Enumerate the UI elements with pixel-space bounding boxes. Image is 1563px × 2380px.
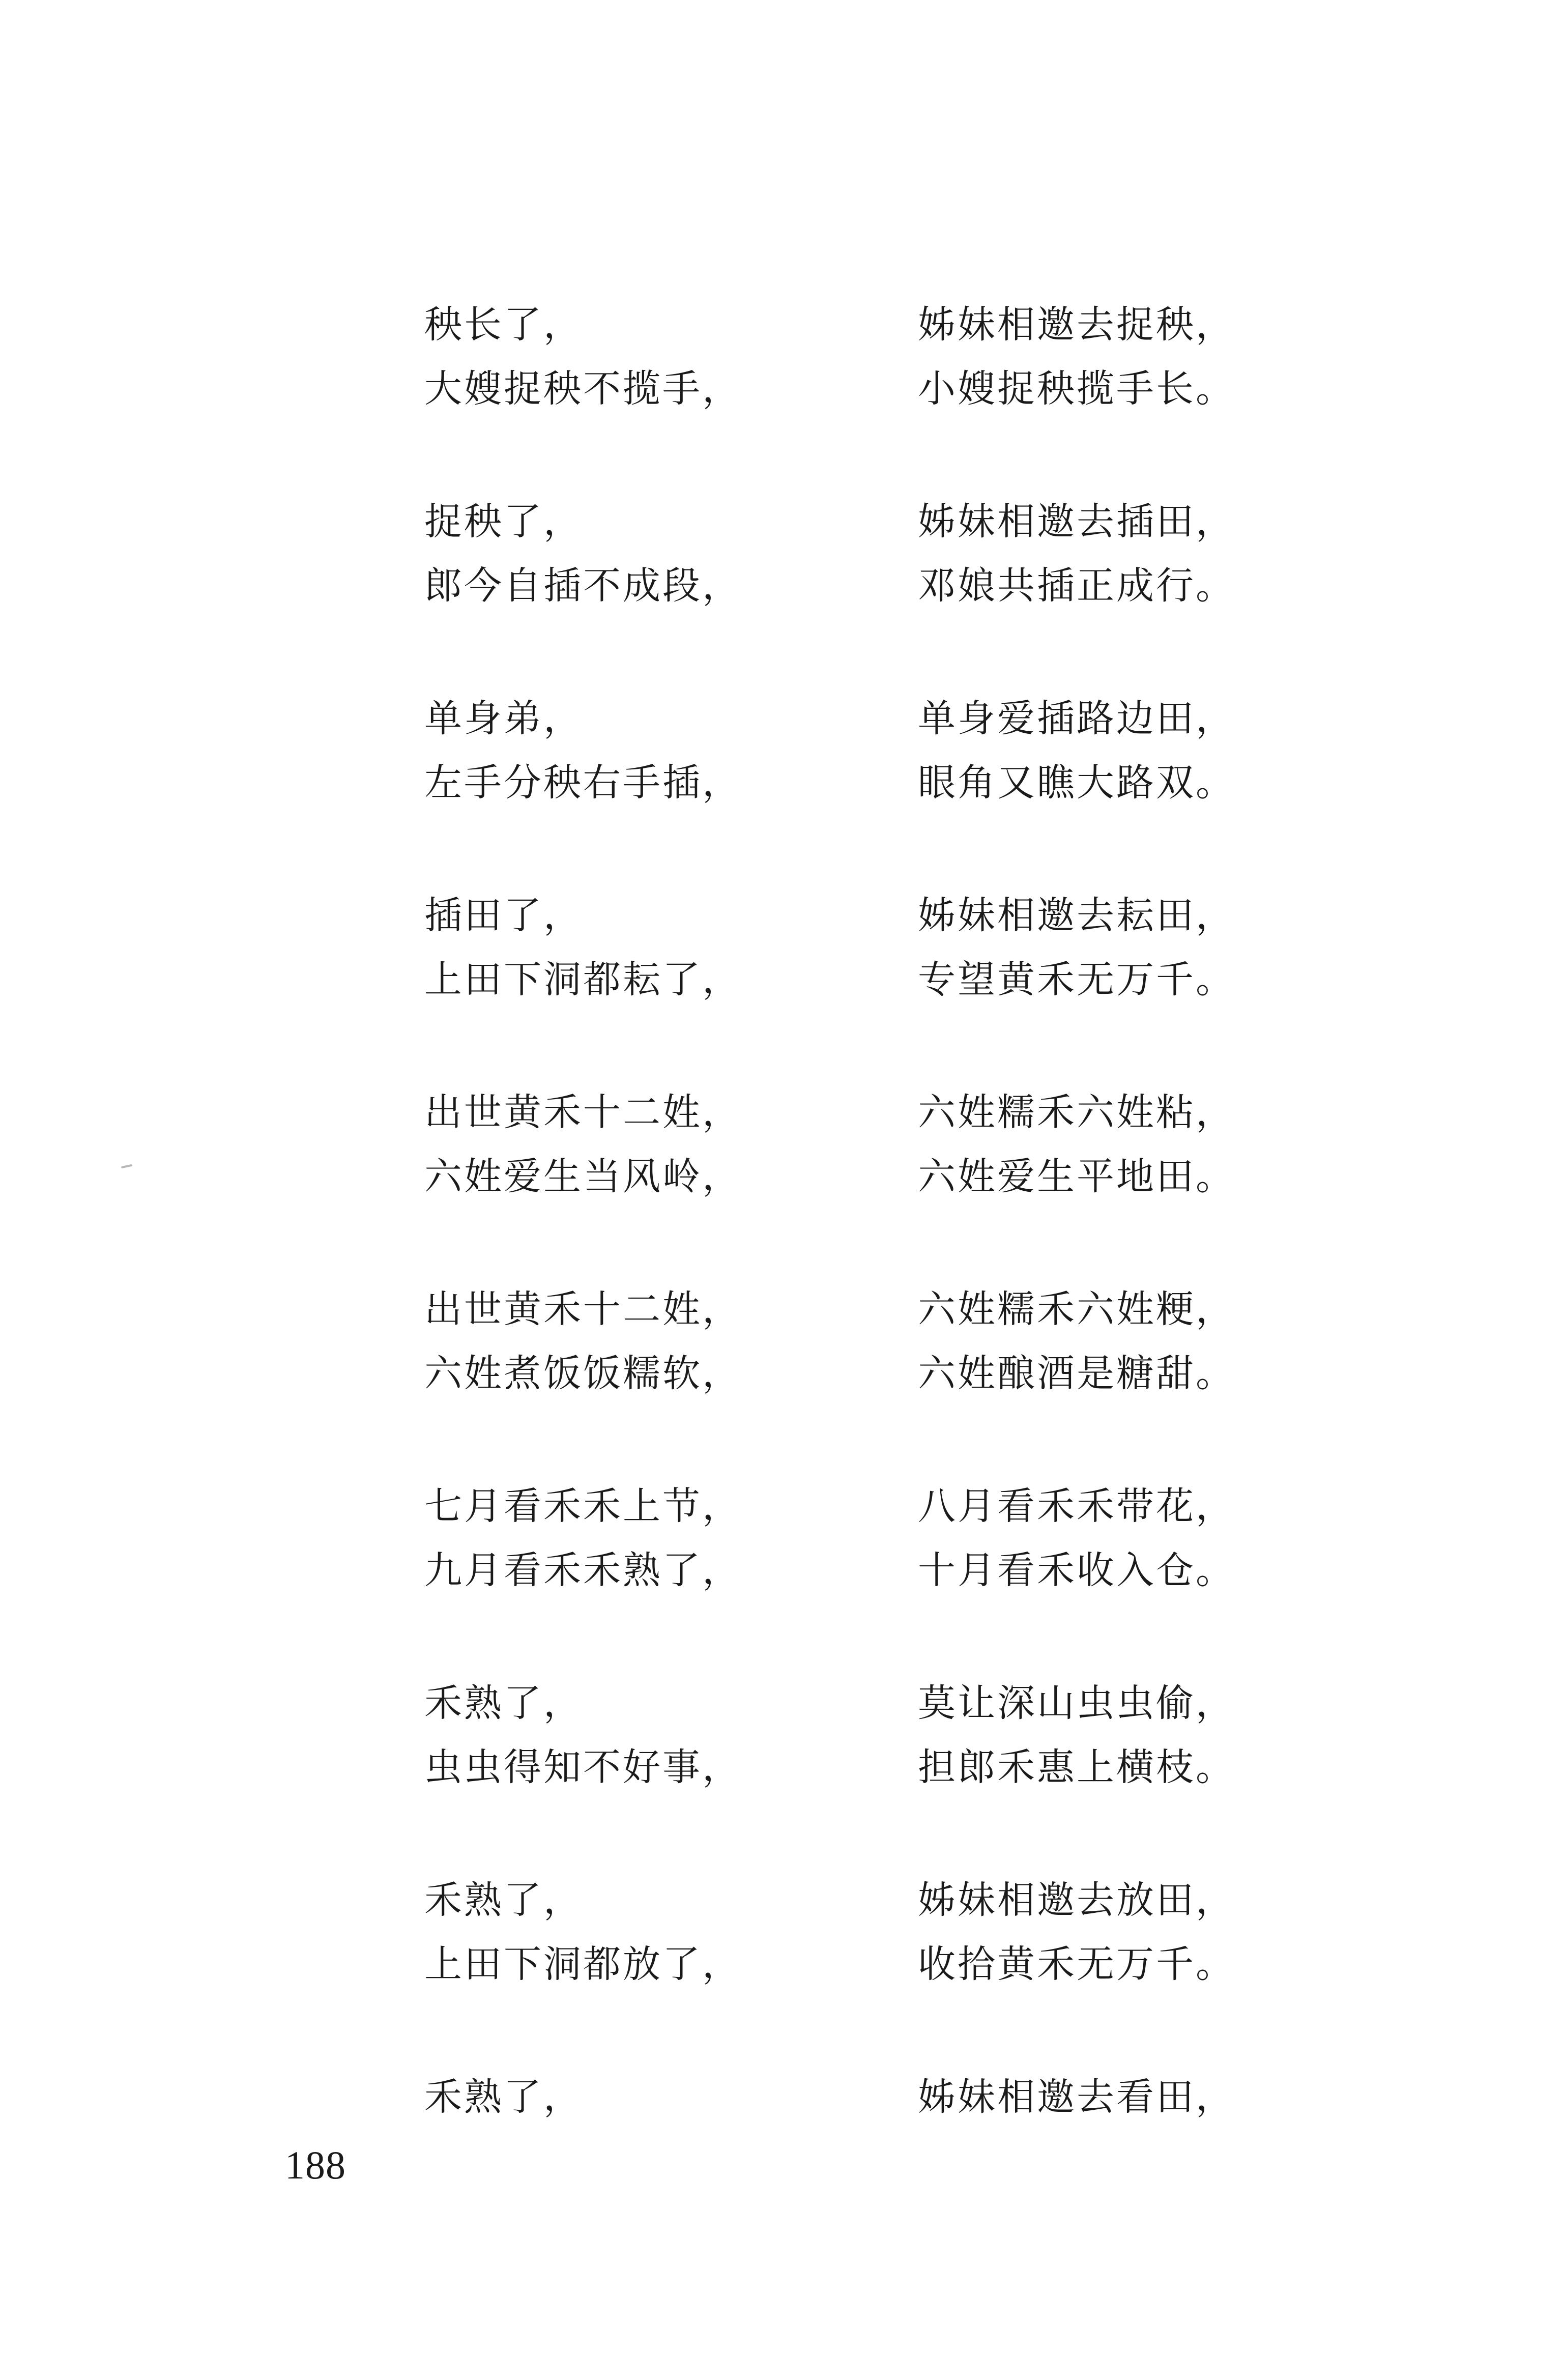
stanza <box>424 2065 1289 2262</box>
verse-right: 十月看禾收入仓。 <box>918 1549 1235 1592</box>
verse-left: 六姓爱生当风岭， <box>424 1155 742 1198</box>
verse-line <box>424 1474 1289 1538</box>
stanza <box>424 1277 1289 1474</box>
verse-line <box>424 2065 1289 2129</box>
verse-line <box>424 1671 1289 1735</box>
stanza <box>424 883 1289 1080</box>
verse-line <box>424 1868 1289 1932</box>
verse-left: 郎今自插不成段， <box>424 564 742 608</box>
verse-right: 收拾黄禾无万千。 <box>918 1942 1235 1986</box>
stanza <box>424 1080 1289 1277</box>
verse-left: 七月看禾禾上节， <box>424 1484 742 1528</box>
verse-line <box>424 1080 1289 1144</box>
verse-left: 禾熟了， <box>424 1681 583 1725</box>
verse-right: 邓娘共插正成行。 <box>918 564 1235 608</box>
verse-line <box>424 1932 1289 1996</box>
verse-right: 姊妹相邀去看田， <box>918 2075 1235 2119</box>
verse-left: 左手分秧右手插， <box>424 761 742 805</box>
verse-left: 上田下洞都放了， <box>424 1942 742 1986</box>
verse-line <box>424 554 1289 618</box>
verse-line <box>424 883 1289 948</box>
verse-line <box>424 686 1289 751</box>
verse-left: 单身弟， <box>424 697 583 740</box>
verse-right: 姊妹相邀去放田， <box>918 1878 1235 1922</box>
verse-line <box>424 1144 1289 1209</box>
verse-right: 单身爱插路边田， <box>918 697 1235 740</box>
verse-line <box>424 1277 1289 1341</box>
verse-left: 六姓煮饭饭糯软， <box>424 1352 742 1395</box>
stanza <box>424 1868 1289 2065</box>
verse-left: 出世黄禾十二姓， <box>424 1287 742 1331</box>
verse-line <box>424 1538 1289 1602</box>
verse-right: 专望黄禾无万千。 <box>918 958 1235 1001</box>
verse-right: 姊妹相邀去耘田， <box>918 894 1235 937</box>
verse-right: 担郎禾惠上横枝。 <box>918 1745 1235 1789</box>
stanza <box>424 490 1289 686</box>
page-number: 188 <box>285 2143 346 2187</box>
verse-left: 出世黄禾十二姓， <box>424 1091 742 1134</box>
stanza <box>424 1671 1289 1868</box>
scan-speck <box>121 1164 132 1168</box>
stanza <box>424 293 1289 490</box>
stanza <box>424 1474 1289 1671</box>
verse-line <box>424 490 1289 554</box>
verse-left: 秧长了， <box>424 303 583 347</box>
verse-right: 六姓糯禾六姓粘， <box>918 1091 1235 1134</box>
verse-right: 姊妹相邀去捉秧， <box>918 303 1235 347</box>
verse-right: 姊妹相邀去插田， <box>918 500 1235 543</box>
verse-left: 插田了， <box>424 894 583 937</box>
verse-left: 禾熟了， <box>424 2075 583 2119</box>
verse-line <box>424 1735 1289 1799</box>
verse-line <box>424 1341 1289 1406</box>
verse-right: 莫让深山虫虫偷， <box>918 1681 1235 1725</box>
stanza <box>424 686 1289 883</box>
verse-left: 大嫂捉秧不揽手， <box>424 367 742 411</box>
verse-line <box>424 357 1289 421</box>
verse-right: 六姓糯禾六姓粳， <box>918 1287 1235 1331</box>
verse-right: 八月看禾禾带花， <box>918 1484 1235 1528</box>
verse-line <box>424 751 1289 815</box>
verse-left: 上田下洞都耘了， <box>424 958 742 1001</box>
verse-right: 六姓酿酒是糖甜。 <box>918 1352 1235 1395</box>
verse-line <box>424 948 1289 1012</box>
verse-right: 六姓爱生平地田。 <box>918 1155 1235 1198</box>
verse-left: 禾熟了， <box>424 1878 583 1922</box>
verse-right: 小嫂捉秧揽手长。 <box>918 367 1235 411</box>
verse-left: 虫虫得知不好事， <box>424 1745 742 1789</box>
verse-line <box>424 293 1289 357</box>
verse-left: 捉秧了， <box>424 500 583 543</box>
poem-body <box>424 293 1289 2262</box>
verse-left: 九月看禾禾熟了， <box>424 1549 742 1592</box>
verse-right: 眼角又瞧大路双。 <box>918 761 1235 805</box>
